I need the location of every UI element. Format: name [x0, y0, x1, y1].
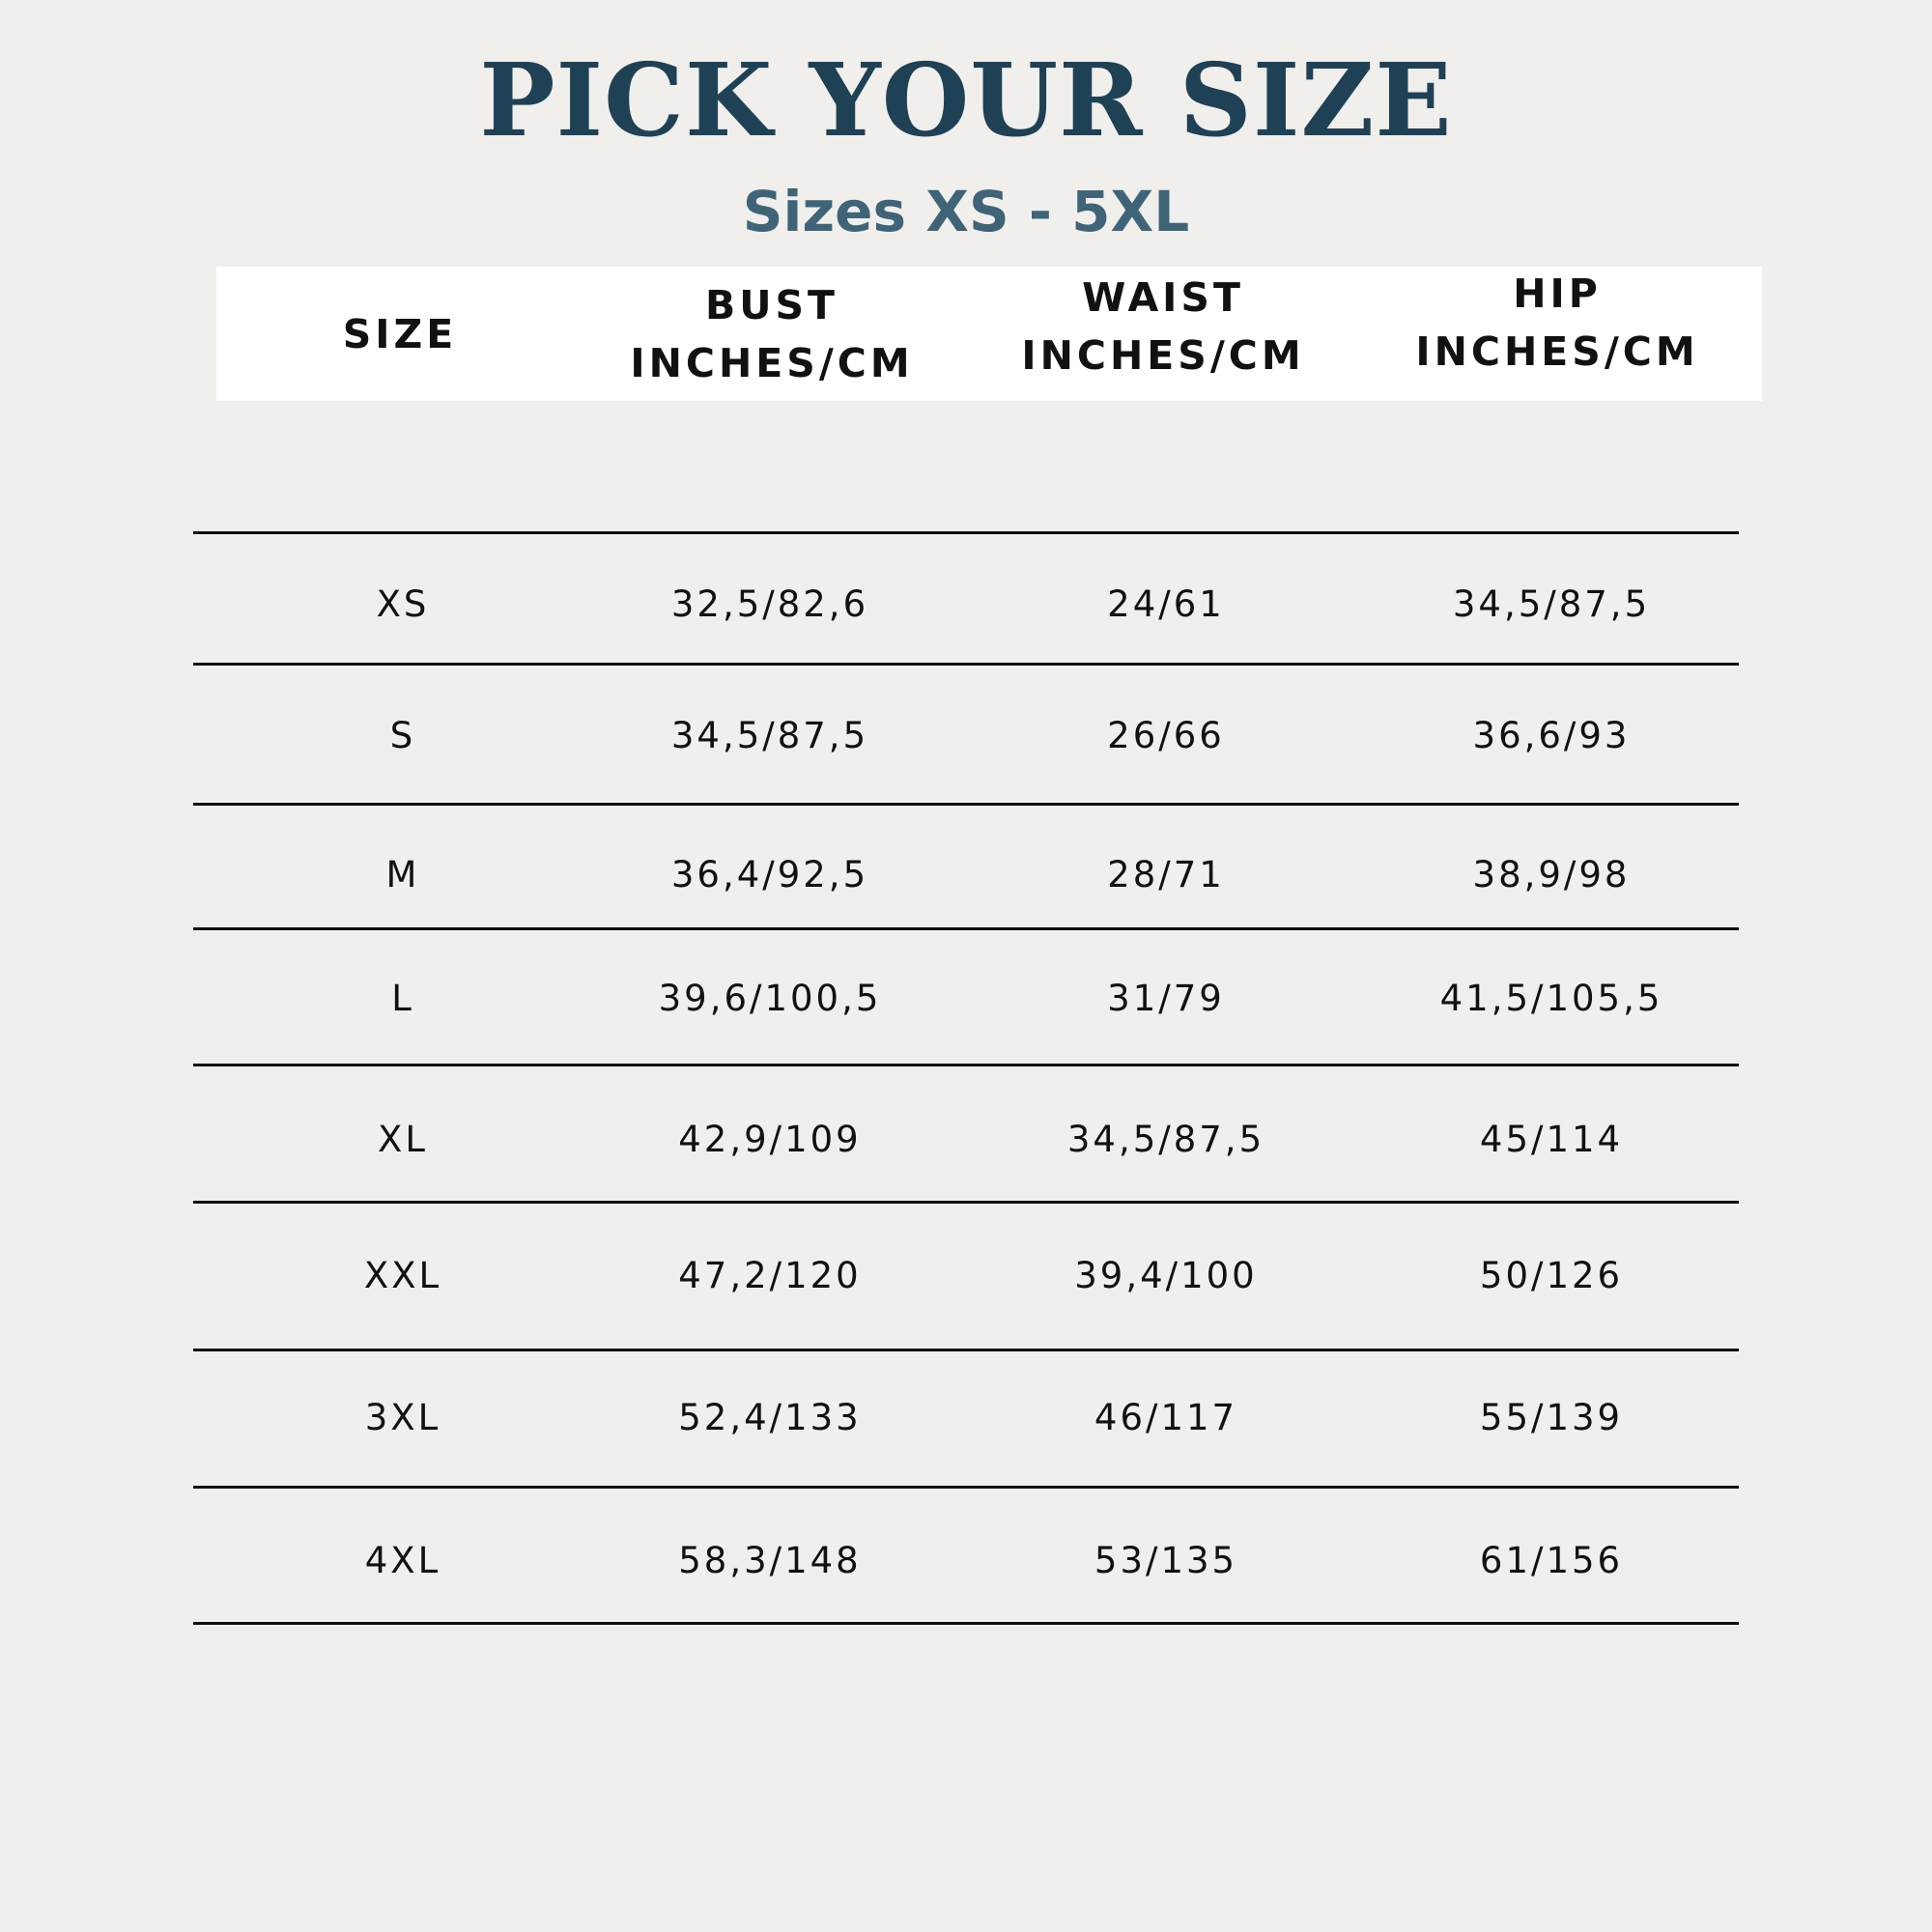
cell-waist: 39,4/100 — [1074, 1255, 1258, 1296]
cell-waist: 34,5/87,5 — [1066, 1119, 1265, 1160]
cell-hip: 45/114 — [1479, 1119, 1624, 1160]
cell-hip: 36,6/93 — [1472, 715, 1631, 756]
header-hip-units: INCHES/CM — [1415, 327, 1699, 375]
cell-size: 3XL — [364, 1397, 441, 1438]
header-bust-units: INCHES/CM — [630, 339, 914, 386]
page-title: PICK YOUR SIZE — [479, 41, 1453, 159]
cell-size: L — [391, 978, 414, 1019]
header-size — [255, 267, 545, 401]
cell-size: XL — [378, 1119, 428, 1160]
cell-size: M — [385, 854, 420, 895]
cell-size: S — [389, 715, 416, 756]
cell-waist: 53/135 — [1094, 1540, 1238, 1581]
cell-waist: 46/117 — [1094, 1397, 1238, 1438]
page-subtitle: Sizes XS - 5XL — [742, 179, 1190, 244]
cell-bust: 39,6/100,5 — [658, 978, 882, 1019]
cell-bust: 42,9/109 — [678, 1119, 862, 1160]
cell-bust: 47,2/120 — [678, 1255, 862, 1296]
cell-size: 4XL — [364, 1540, 441, 1581]
cell-bust: 58,3/148 — [678, 1540, 862, 1581]
cell-hip: 50/126 — [1479, 1255, 1624, 1296]
header-waist-label: WAIST — [1082, 273, 1244, 321]
header-bust — [579, 267, 965, 401]
row-divider — [193, 1486, 1739, 1489]
header-bust-label: BUST — [704, 281, 839, 328]
header-hip-label: HIP — [1513, 270, 1602, 317]
row-divider — [193, 663, 1739, 666]
cell-bust: 52,4/133 — [678, 1397, 862, 1438]
cell-bust: 36,4/92,5 — [670, 854, 869, 895]
row-divider — [193, 1622, 1739, 1625]
table-header — [216, 267, 1762, 401]
cell-waist: 28/71 — [1107, 854, 1225, 895]
row-divider — [193, 1349, 1739, 1351]
row-divider — [193, 927, 1739, 930]
cell-hip: 38,9/98 — [1472, 854, 1631, 895]
cell-hip: 34,5/87,5 — [1452, 583, 1651, 625]
cell-hip: 61/156 — [1479, 1540, 1624, 1581]
cell-bust: 34,5/87,5 — [670, 715, 869, 756]
header-waist-units: INCHES/CM — [1021, 331, 1305, 379]
cell-waist: 31/79 — [1107, 978, 1225, 1019]
cell-hip: 55/139 — [1479, 1397, 1624, 1438]
header-size-label: SIZE — [342, 310, 458, 357]
cell-size: XS — [376, 583, 430, 625]
cell-bust: 32,5/82,6 — [670, 583, 869, 625]
row-divider — [193, 531, 1739, 534]
cell-size: XXL — [363, 1255, 442, 1296]
header-hip — [1364, 255, 1750, 389]
cell-waist: 24/61 — [1107, 583, 1225, 625]
row-divider — [193, 803, 1739, 806]
row-divider — [193, 1064, 1739, 1066]
header-waist — [970, 259, 1356, 393]
cell-waist: 26/66 — [1107, 715, 1225, 756]
row-divider — [193, 1201, 1739, 1204]
cell-hip: 41,5/105,5 — [1439, 978, 1663, 1019]
